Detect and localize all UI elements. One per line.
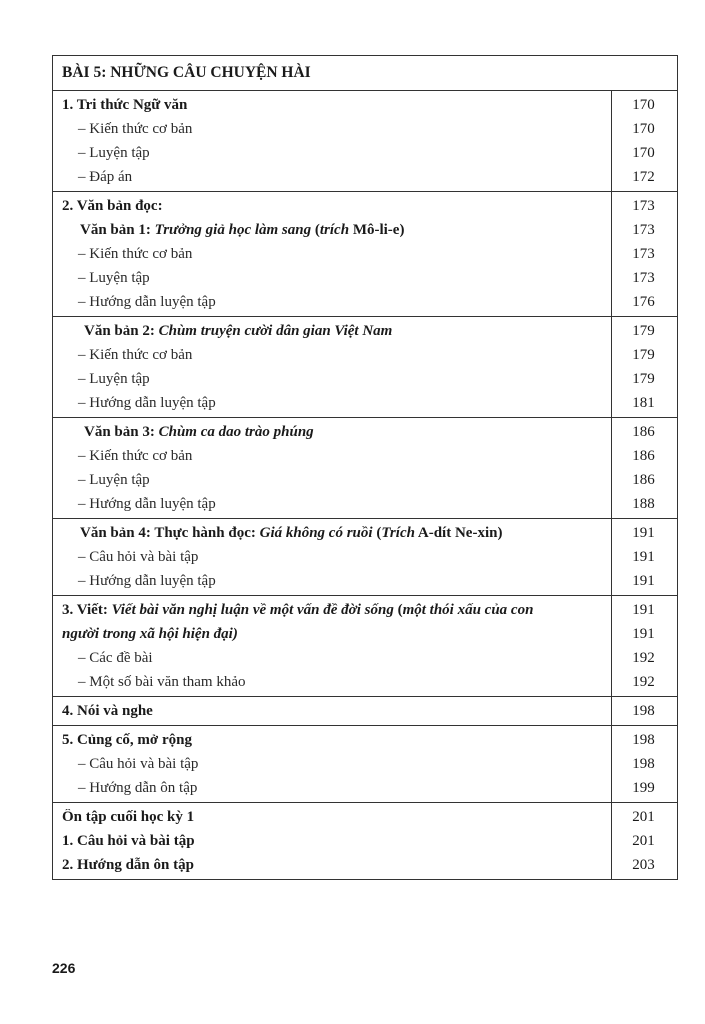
toc-entry-text: 4. Nói và nghe <box>62 702 153 719</box>
toc-entry-page: 179 <box>632 322 655 339</box>
toc-entry-text: – Luyện tập <box>78 471 150 488</box>
toc-entry-text: 5. Củng cố, mở rộng <box>62 731 192 748</box>
toc-entry-text: – Luyện tập <box>78 144 150 161</box>
toc-entry <box>53 521 677 545</box>
toc-entry-page: 199 <box>632 779 655 796</box>
toc-entry-page: 186 <box>632 471 655 488</box>
toc-entry-page: 201 <box>632 808 655 825</box>
toc-entry-text: – Luyện tập <box>78 269 150 286</box>
toc-entry-page: 198 <box>632 731 655 748</box>
toc-entry-text: một thói xấu của con <box>402 601 534 618</box>
toc-entry-page: 191 <box>632 524 655 541</box>
page-number: 226 <box>52 960 76 976</box>
page-column-divider <box>611 90 612 879</box>
toc-entry <box>53 598 677 622</box>
toc-entry-label <box>53 222 610 239</box>
toc-section <box>53 518 677 593</box>
toc-entry-page: 198 <box>632 755 655 772</box>
toc-entry-page: 181 <box>632 394 655 411</box>
toc-entry-label <box>53 703 610 720</box>
toc-entry-page: 201 <box>632 832 655 849</box>
toc-entry-label <box>53 525 610 542</box>
toc-entry <box>53 367 677 391</box>
toc-entry-label <box>53 833 610 850</box>
toc-entry <box>53 829 677 853</box>
toc-entry <box>53 670 677 694</box>
toc-entry-page: 173 <box>632 269 655 286</box>
toc-entry-text: Văn bản 3: <box>84 423 159 440</box>
toc-entry-label <box>53 809 610 826</box>
toc-entry-page: 176 <box>632 293 655 310</box>
toc-entry-text: 1. Tri thức Ngữ văn <box>62 96 188 113</box>
toc-entry-page: 191 <box>632 572 655 589</box>
toc-entry-text: – Câu hỏi và bài tập <box>78 755 199 772</box>
toc-entry <box>53 266 677 290</box>
toc-entry-text: ( <box>372 524 382 541</box>
toc-entry-label <box>53 347 610 364</box>
toc-entry <box>53 805 677 829</box>
toc-entry-label <box>53 121 610 138</box>
toc-entry-text: 2. Hướng dẫn ôn tập <box>62 856 194 873</box>
toc-entry-text: Văn bản 2: <box>84 322 159 339</box>
toc-entry <box>53 444 677 468</box>
toc-entry-label <box>53 573 610 590</box>
toc-entry <box>53 117 677 141</box>
toc-entry-label <box>53 169 610 186</box>
toc-entry-text: Trưởng giả học làm sang <box>154 221 312 238</box>
toc-entry-label <box>53 857 610 874</box>
toc-entry-text: 1. Câu hỏi và bài tập <box>62 832 195 849</box>
toc-entry-text: – Các đề bài <box>78 649 153 666</box>
toc-entry <box>53 468 677 492</box>
toc-entry-text: – Hướng dẫn ôn tập <box>78 779 198 796</box>
toc-entry-text: – Đáp án <box>78 168 133 185</box>
toc-entry-label <box>53 246 610 263</box>
toc-section <box>53 316 677 415</box>
toc-entry-text: – Kiến thức cơ bản <box>78 245 193 262</box>
toc-entry-page: 170 <box>632 120 655 137</box>
toc-entry-page: 186 <box>632 423 655 440</box>
toc-entry-text: Giá không có ruồi <box>259 524 373 541</box>
toc-entry-text: ( <box>393 601 403 618</box>
toc-entry-text: Trích <box>381 524 415 541</box>
toc-entry <box>53 391 677 415</box>
toc-entry-page: 191 <box>632 625 655 642</box>
toc-entry-text: Chùm truyện cười dân gian Việt Nam <box>158 322 393 339</box>
toc-entry-text: – Hướng dẫn luyện tập <box>78 572 216 589</box>
toc-entry-text: 3. Viết: <box>62 601 112 618</box>
toc-entry-page: 170 <box>632 144 655 161</box>
toc-entry <box>53 646 677 670</box>
toc-entry-label <box>53 756 610 773</box>
toc-entry <box>53 622 677 646</box>
toc-entry-text: – Một số bài văn tham khảo <box>78 673 246 690</box>
toc-entry-text: Chùm ca dao trào phúng <box>158 423 314 440</box>
toc-entry <box>53 569 677 593</box>
toc-section <box>53 802 677 877</box>
toc-entry-label <box>53 395 610 412</box>
toc-entry-label <box>53 674 610 691</box>
toc-section <box>53 725 677 800</box>
toc-entry <box>53 492 677 516</box>
toc-entry-label <box>53 626 610 643</box>
toc-groups <box>53 93 677 877</box>
toc-section <box>53 696 677 723</box>
toc-section <box>53 93 677 189</box>
toc-entry-label <box>53 549 610 566</box>
toc-entry-label <box>53 323 610 340</box>
toc-entry-page: 198 <box>632 702 655 719</box>
toc-entry-text: Văn bản 1: <box>80 221 155 238</box>
toc-entry-page: 172 <box>632 168 655 185</box>
toc-entry-page: 192 <box>632 649 655 666</box>
toc-entry-text: – Hướng dẫn luyện tập <box>78 293 216 310</box>
toc-entry-page: 170 <box>632 96 655 113</box>
toc-entry <box>53 752 677 776</box>
toc-entry-label <box>53 732 610 749</box>
lesson-title: BÀI 5: NHỮNG CÂU CHUYỆN HÀI <box>53 56 677 91</box>
toc-entry-page: 203 <box>632 856 655 873</box>
toc-entry <box>53 699 677 723</box>
toc-section <box>53 595 677 694</box>
toc-entry-text: – Kiến thức cơ bản <box>78 346 193 363</box>
toc-entry <box>53 343 677 367</box>
toc-entry-text: Viết bài văn nghị luận về một vấn đề đời sống <box>111 601 394 618</box>
toc-entry <box>53 319 677 343</box>
toc-entry-text: – Kiến thức cơ bản <box>78 120 193 137</box>
toc-entry-text: ( <box>311 221 320 238</box>
toc-entry-label <box>53 97 610 114</box>
toc-entry-label <box>53 602 610 619</box>
toc-entry-text: Ôn tập cuối học kỳ 1 <box>62 808 195 825</box>
toc-entry-label <box>53 371 610 388</box>
toc-entry-label <box>53 472 610 489</box>
toc-entry-label <box>53 294 610 311</box>
toc-section <box>53 191 677 314</box>
toc-entry-text: người trong xã hội hiện đại <box>62 625 233 642</box>
toc-entry-text: – Luyện tập <box>78 370 150 387</box>
toc-entry-page: 179 <box>632 370 655 387</box>
toc-entry <box>53 194 677 218</box>
toc-entry-page: 186 <box>632 447 655 464</box>
toc-entry-label <box>53 780 610 797</box>
toc-entry <box>53 853 677 877</box>
toc-section <box>53 417 677 516</box>
toc-entry <box>53 93 677 117</box>
toc-entry-page: 192 <box>632 673 655 690</box>
toc-entry-text: trích <box>319 221 350 238</box>
toc-entry-page: 188 <box>632 495 655 512</box>
toc-entry-text: ) <box>232 625 238 642</box>
toc-entry-page: 191 <box>632 601 655 618</box>
toc-entry-label <box>53 650 610 667</box>
toc-entry-page: 173 <box>632 221 655 238</box>
toc-entry-text: – Hướng dẫn luyện tập <box>78 495 216 512</box>
toc-entry <box>53 218 677 242</box>
toc-entry-text: – Hướng dẫn luyện tập <box>78 394 216 411</box>
toc-entry <box>53 776 677 800</box>
toc-entry-text: – Câu hỏi và bài tập <box>78 548 199 565</box>
toc-entry <box>53 242 677 266</box>
toc-entry-text: A-dít Ne-xin) <box>414 524 503 541</box>
toc-entry-page: 173 <box>632 197 655 214</box>
toc-entry-label <box>53 496 610 513</box>
toc-entry <box>53 141 677 165</box>
toc-entry <box>53 165 677 189</box>
toc-entry-page: 173 <box>632 245 655 262</box>
toc-entry-text: Văn bản 4: Thực hành đọc: <box>80 524 260 541</box>
toc-entry-label <box>53 198 610 215</box>
toc-entry-page: 191 <box>632 548 655 565</box>
toc-entry <box>53 420 677 444</box>
toc-entry-page: 179 <box>632 346 655 363</box>
table-of-contents <box>52 55 678 880</box>
toc-entry-label <box>53 448 610 465</box>
toc-entry-label <box>53 270 610 287</box>
toc-entry <box>53 545 677 569</box>
toc-entry <box>53 728 677 752</box>
toc-entry-text: 2. Văn bản đọc: <box>62 197 163 214</box>
toc-entry <box>53 290 677 314</box>
toc-entry-label <box>53 424 610 441</box>
toc-entry-text: – Kiến thức cơ bản <box>78 447 193 464</box>
toc-entry-text: Mô-li-e) <box>349 221 405 238</box>
toc-entry-label <box>53 145 610 162</box>
